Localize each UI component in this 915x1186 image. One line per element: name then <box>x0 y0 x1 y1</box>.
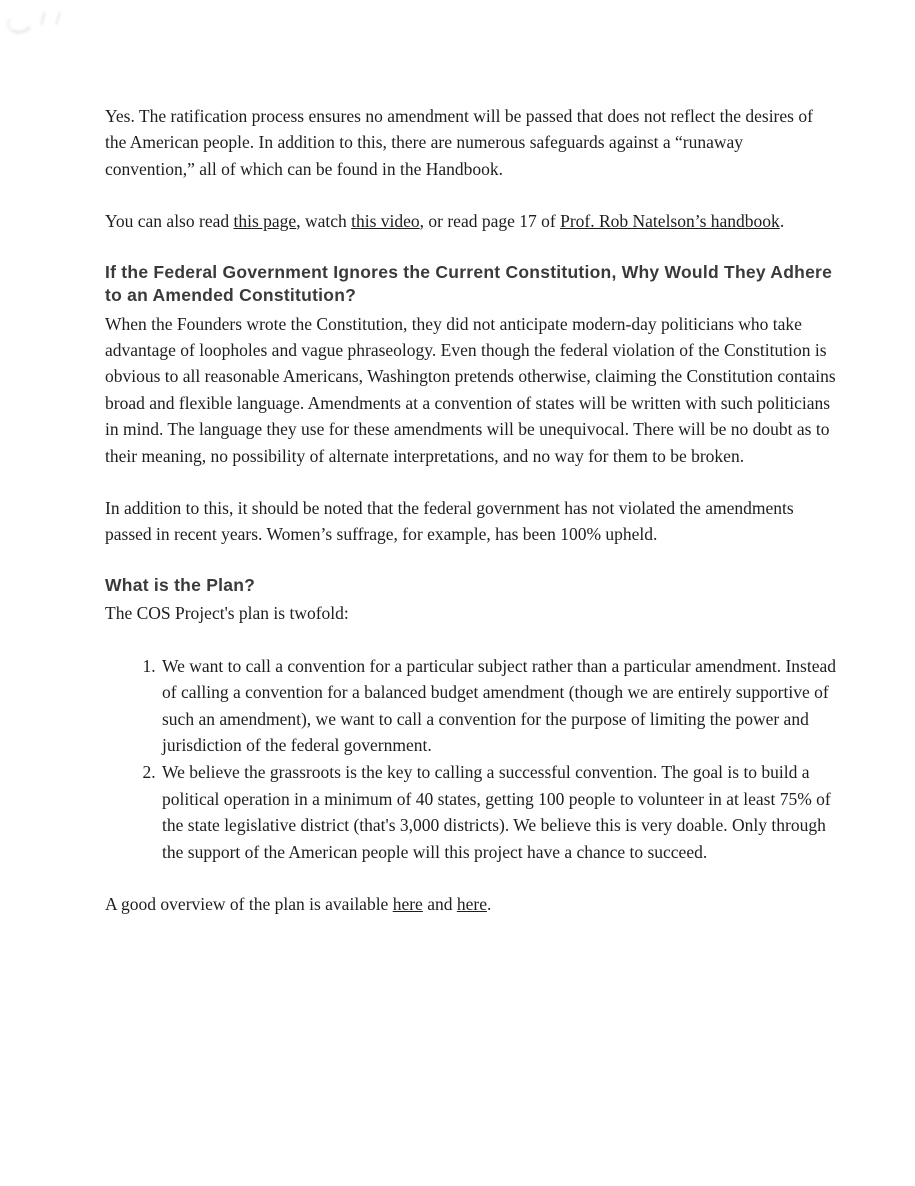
link-natelson-handbook[interactable]: Prof. Rob Natelson’s handbook <box>560 211 780 232</box>
paragraph-resources <box>105 208 836 234</box>
heading-what-is-the-plan: What is the Plan? <box>105 574 256 595</box>
link-overview-here-2[interactable]: here <box>456 894 487 915</box>
text-segment: . <box>486 894 492 915</box>
scan-smudge-mark <box>55 12 61 25</box>
plan-list <box>105 653 836 865</box>
text-segment: A good overview of the plan is available <box>105 894 393 915</box>
paragraph-ratification: Yes. The ratification process ensures no amendment will be passed that does not reflect the desires of the American people. In addition to this, there are numerous safeguards against a “runaway convention,” all of which can be found in the Handbook. <box>105 106 813 179</box>
link-this-page[interactable]: this page <box>233 211 297 232</box>
paragraph-twofold: The COS Project's plan is twofold: <box>105 603 349 624</box>
paragraph-founders: When the Founders wrote the Constitution, they did not anticipate modern-day politicians who take advantage of loopholes and vague phraseology. Even though the federal violation of the Constitution is obvious to all reasonable Americans, Washington pretends otherwise, claiming the Constitution contains broad and flexible language. Amendments at a convention of states will be written with such politicians in mind. The language they use for these amendments will be unequivocal. There will be no doubt as to their meaning, no possibility of alternate interpretations, and no way for them to be broken. <box>105 313 836 466</box>
paragraph-amendments-upheld: In addition to this, it should be noted that the federal government has not violated the amendments passed in recent years. Women’s suffrage, for example, has been 100% upheld. <box>105 498 794 545</box>
scan-smudge-mark <box>40 12 45 25</box>
document-content <box>105 103 836 943</box>
text-segment: , watch <box>296 211 352 232</box>
text-segment: and <box>422 894 457 915</box>
text-segment: , or read page 17 of <box>419 211 561 232</box>
heading-ignore-constitution: If the Federal Government Ignores the Current Constitution, Why Would They Adhere to an Amended Constitution? <box>105 261 833 306</box>
link-overview-here-1[interactable]: here <box>392 894 423 915</box>
scan-smudge-mark <box>5 11 35 36</box>
plan-list-item-2: 2. We believe the grassroots is the key to calling a successful convention. The goal is to build a political operation in a minimum of 40 states, getting 100 people to volunteer in at least 75% of the state legislative district (that's 3,000 districts). We believe this is very doable. Only through the support of the American people will this project have a chance to succeed. <box>160 759 836 865</box>
plan-list-item-1: 1. We want to call a convention for a particular subject rather than a particular amendment. Instead of calling a convention for a balanced budget amendment (though we are entirely supportive of such an amendment), we want to call a convention for the purpose of limiting the power and jurisdiction of the federal government. <box>160 653 836 759</box>
text-segment: You can also read <box>105 211 234 232</box>
text-segment: . <box>779 211 785 232</box>
link-this-video[interactable]: this video <box>351 211 420 232</box>
paragraph-overview <box>105 891 836 917</box>
